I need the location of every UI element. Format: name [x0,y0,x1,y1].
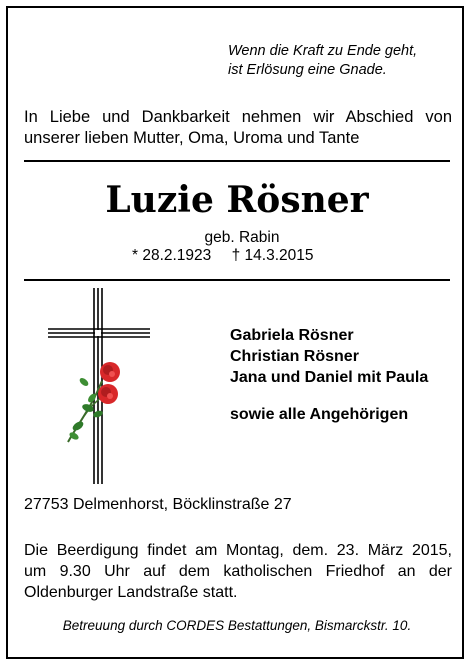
divider-top [24,160,450,162]
funeral-notice [24,540,452,603]
funeral-line: um 9.30 Uhr auf dem katholischen Friedhof an der [24,563,452,580]
funeral-line: Oldenburger Landstraße statt. [24,584,238,601]
motto-verse [228,42,458,80]
intro-text [24,107,452,149]
life-dates [132,246,362,265]
mourner-name: Jana und Daniel mit Paula [230,369,429,386]
undertaker-credit: Betreuung durch CORDES Bestattungen, Bismarckstr. 10. [62,618,412,633]
death-date: † 14.3.2015 [231,247,314,264]
mourner-list [230,325,460,388]
relatives-line: sowie alle Angehörigen [230,406,409,423]
funeral-line: Die Beerdigung findet am Montag, dem. 23. März 2015, [24,542,452,559]
maiden-name: geb. Rabin [204,229,280,246]
mourner-name: Christian Rösner [230,348,359,365]
intro-line: In Liebe und Dankbarkeit nehmen wir Abschied von [24,108,452,126]
divider-bottom [24,279,450,281]
mourner-address: 27753 Delmenhorst, Böcklinstraße 27 [24,496,292,513]
intro-line: unserer lieben Mutter, Oma, Uroma und Tante [24,129,360,147]
motto-line: ist Erlösung eine Gnade. [228,62,387,78]
cross-with-roses-icon [40,286,170,486]
motto-line: Wenn die Kraft zu Ende geht, [228,43,418,59]
mourner-name: Gabriela Rösner [230,327,354,344]
deceased-name: Luzie Rösner [105,179,369,221]
birth-date: * 28.2.1923 [132,247,212,264]
